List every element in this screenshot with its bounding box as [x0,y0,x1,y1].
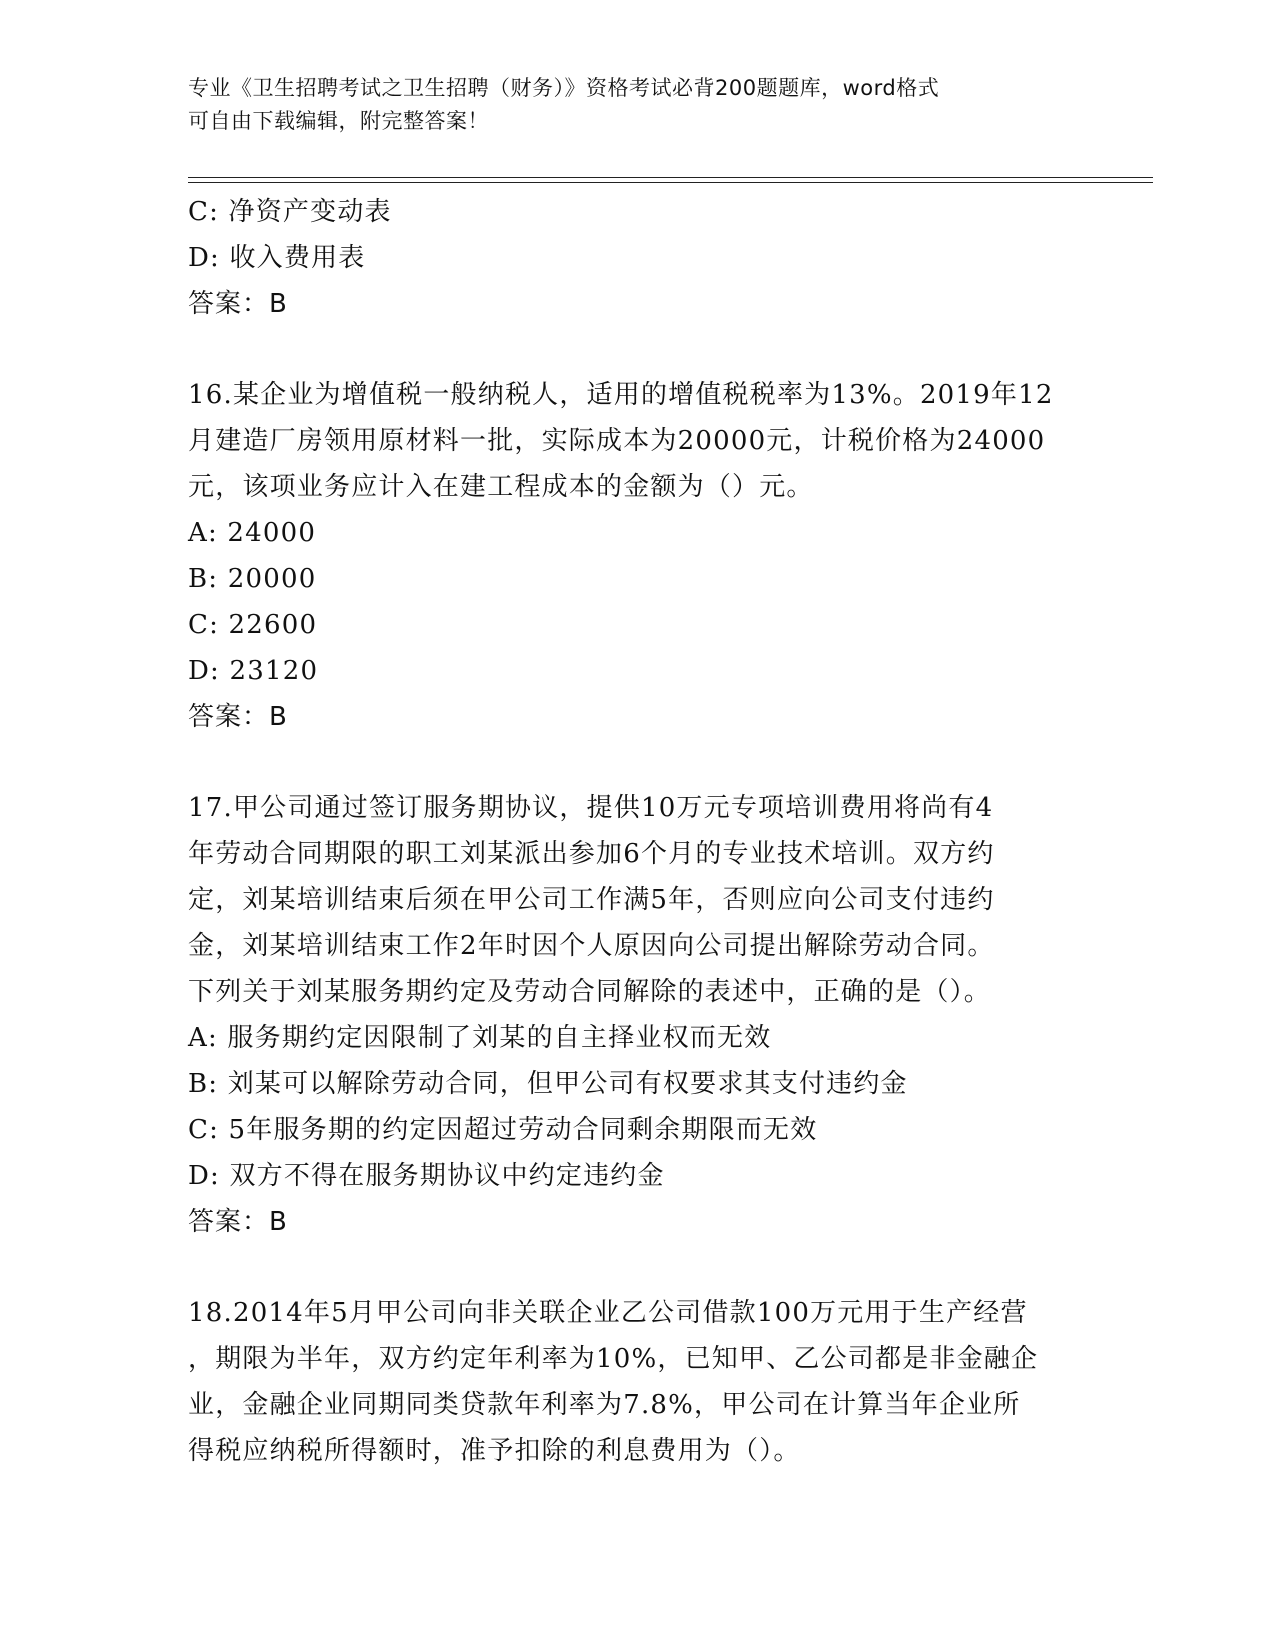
question-text-line: 下列关于刘某服务期约定及劳动合同解除的表述中，正确的是（）。 [188,977,992,1007]
question-text-line: 金，刘某培训结束工作2年时因个人原因向公司提出解除劳动合同。 [188,931,995,961]
question-15-tail [188,189,1088,327]
header-line-2: 可自由下载编辑，附完整答案！ [188,109,489,133]
option-a: A: 服务期约定因限制了刘某的自主择业权而无效 [188,1023,772,1053]
question-text-line: ，期限为半年，双方约定年利率为10%，已知甲、乙公司都是非金融企 [188,1344,1039,1374]
option-c: C: 净资产变动表 [188,197,392,227]
question-text-line: 17.甲公司通过签订服务期协议，提供10万元专项培训费用将尚有4 [188,793,994,823]
option-c: C: 5年服务期的约定因超过劳动合同剩余期限而无效 [188,1115,818,1145]
answer-line: 答案：B [188,702,288,732]
question-text-line: 业，金融企业同期同类贷款年利率为7.8%，甲公司在计算当年企业所 [188,1390,1021,1420]
document-header [188,72,1068,138]
spacer [188,740,1088,785]
question-text-line: 年劳动合同期限的职工刘某派出参加6个月的专业技术培训。双方约 [188,839,995,869]
answer-line: 答案：B [188,1207,288,1237]
header-rule-top [188,177,1153,178]
option-d: D: 23120 [188,656,319,686]
header-line-1: 专业《卫生招聘考试之卫生招聘（财务）》资格考试必背200题题库，word格式 [188,76,940,100]
answer-line: 答案：B [188,289,288,319]
question-text-line: 得税应纳税所得额时，准予扣除的利息费用为（）。 [188,1436,801,1466]
spacer [188,327,1088,372]
option-d: D: 双方不得在服务期协议中约定违约金 [188,1161,665,1191]
document-body [188,189,1088,1474]
option-b: B: 20000 [188,564,317,594]
question-text-line: 18.2014年5月甲公司向非关联企业乙公司借款100万元用于生产经营 [188,1298,1028,1328]
header-rule-bottom [188,182,1153,183]
question-text-line: 定，刘某培训结束后须在甲公司工作满5年，否则应向公司支付违约 [188,885,995,915]
question-18 [188,1290,1088,1474]
question-text-line: 16.某企业为增值税一般纳税人，适用的增值税税率为13%。2019年12 [188,380,1054,410]
spacer [188,1245,1088,1290]
option-a: A: 24000 [188,518,317,548]
question-17 [188,785,1088,1245]
question-text-line: 元，该项业务应计入在建工程成本的金额为（）元。 [188,472,814,502]
question-text-line: 月建造厂房领用原材料一批，实际成本为20000元，计税价格为24000 [188,426,1046,456]
option-c: C: 22600 [188,610,318,640]
option-d: D: 收入费用表 [188,243,366,273]
question-16 [188,372,1088,740]
option-b: B: 刘某可以解除劳动合同，但甲公司有权要求其支付违约金 [188,1069,908,1099]
